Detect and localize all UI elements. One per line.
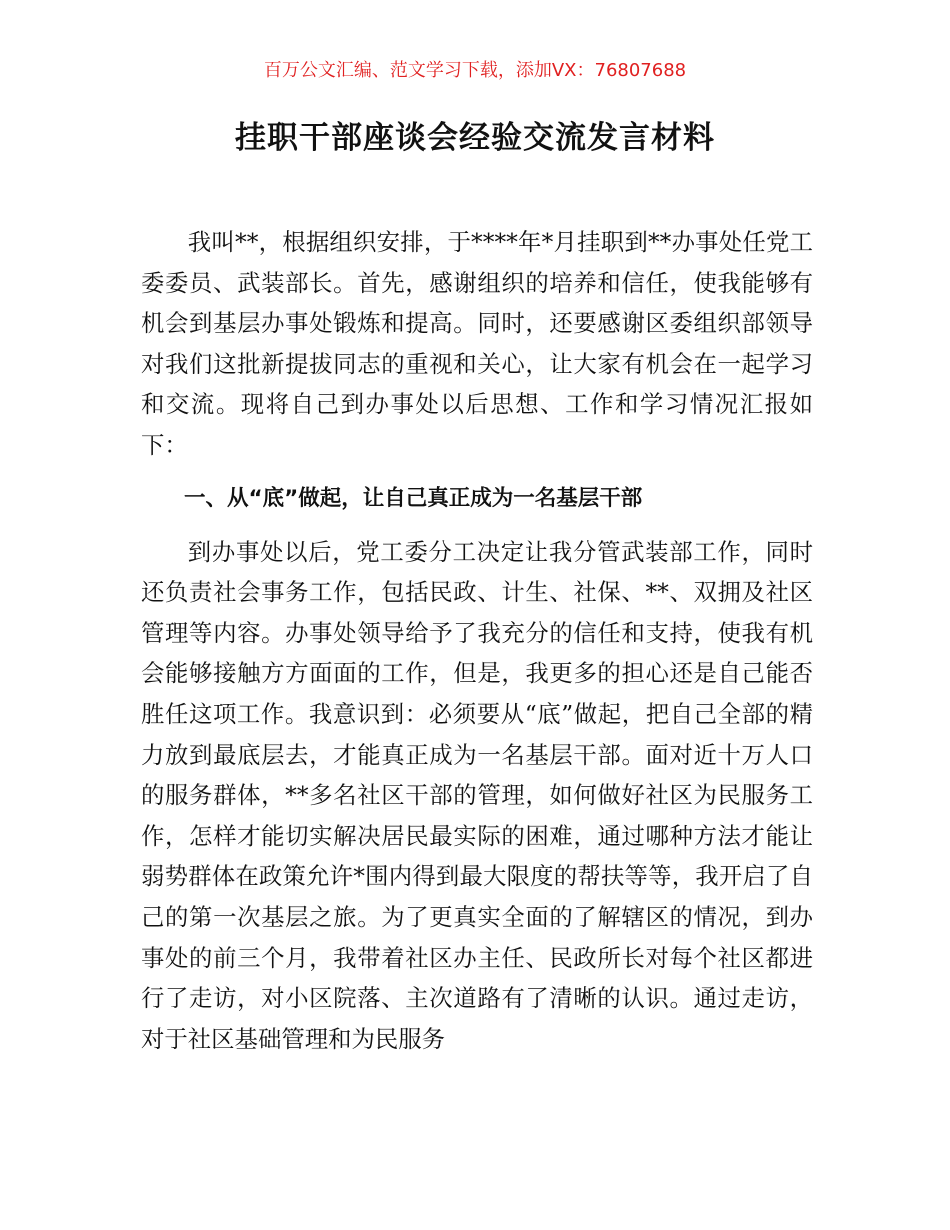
document-body <box>141 222 813 1059</box>
download-banner: 百万公文汇编、范文学习下载，添加VX：76807688 <box>263 60 687 81</box>
document-title: 挂职干部座谈会经验交流发言材料 <box>235 120 715 156</box>
section-1-heading: 一、从“底”做起，让自己真正成为一名基层干部 <box>184 485 643 511</box>
section-1-paragraph: 到办事处以后，党工委分工决定让我分管武装部工作，同时还负责社会事务工作，包括民政、计生、社保、**、双拥及社区管理等内容。办事处领导给予了我充分的信任和支持，使我有机会能够接触方方面面的工作，但是，我更多的担心还是自己能否胜任这项工作。我意识到：必须要从“底”做起，把自己全部的精力放到最底层去，才能真正成为一名基层干部。面对近十万人口的服务群体，**多名社区干部的管理，如何做好社区为民服务工作，怎样才能切实解决居民最实际的困难，通过哪种方法才能让弱势群体在政策允许*围内得到最大限度的帮扶等等，我开启了自己的第一次基层之旅。为了更真实全面的了解辖区的情况，到办事处的前三个月，我带着社区办主任、民政所长对每个社区都进行了走访，对小区院落、主次道路有了清晰的认识。通过走访，对于社区基础管理和为民服务 <box>141 537 813 1053</box>
intro-paragraph: 我叫**，根据组织安排，于****年*月挂职到**办事处任党工委委员、武装部长。首先，感谢组织的培养和信任，使我能够有机会到基层办事处锻炼和提高。同时，还要感谢区委组织部领导对我们这批新提拔同志的重视和关心，让大家有机会在一起学习和交流。现将自己到办事处以后思想、工作和学习情况汇报如下： <box>141 228 813 459</box>
